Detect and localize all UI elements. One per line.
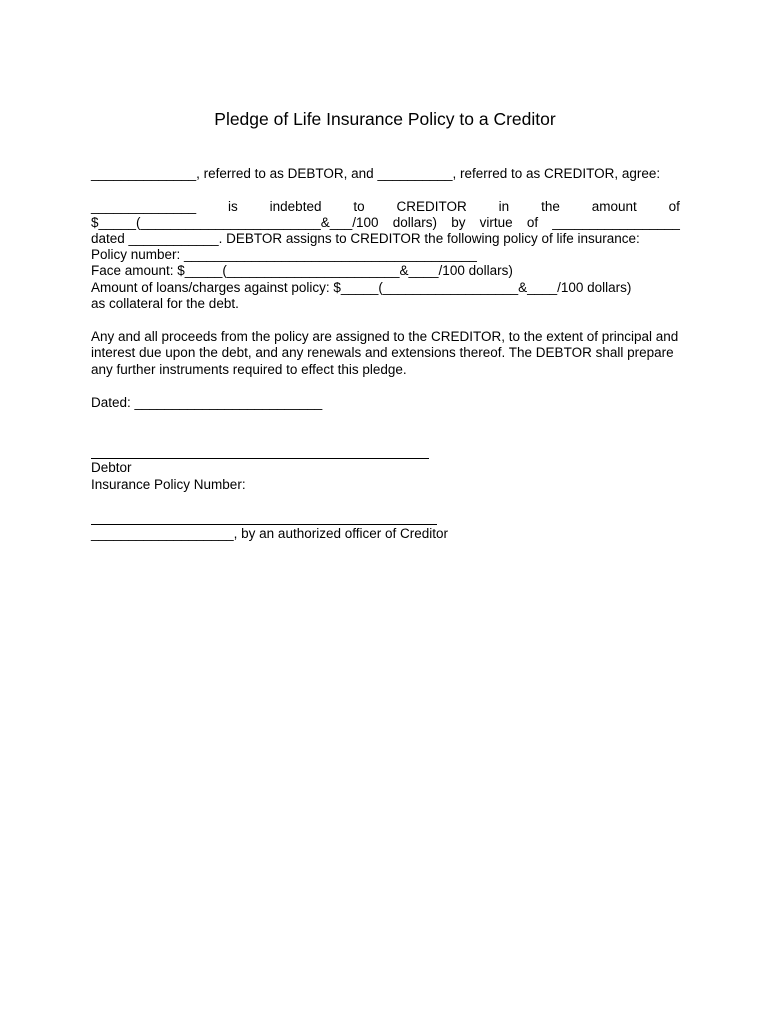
dated-signature-line: Dated: _________________________ — [91, 395, 323, 410]
insurance-policy-number-label: Insurance Policy Number: — [91, 477, 246, 492]
debt-word: _________________ — [552, 215, 680, 230]
loans-charges-line: Amount of loans/charges against policy: $_____(__________________&____/100 dollars) — [91, 280, 632, 295]
debtor-label: Debtor — [91, 460, 132, 475]
face-amount-line: Face amount: $_____(_______________________&____/100 dollars) — [91, 263, 513, 278]
collateral-line: as collateral for the debt. — [91, 296, 239, 311]
creditor-signature-rule — [91, 524, 437, 525]
debt-word: of — [526, 215, 539, 230]
debt-word: indebted — [269, 199, 322, 214]
intro-line: ______________, referred to as DEBTOR, and __________, referred to as CREDITOR, agree: — [91, 166, 661, 181]
proceeds-paragraph: Any and all proceeds from the policy are assigned to the CREDITOR, to the extent of principal and interest due upon the debt, and any renewals and extensions thereof. The DEBTOR shall prepare any further instruments required to effect this pledge. — [91, 329, 679, 377]
debt-word: virtue — [479, 215, 513, 230]
debt-word: the — [541, 199, 560, 214]
debtor-signature-rule — [91, 458, 429, 459]
policy-number-line: Policy number: _______________________________________ — [91, 247, 477, 262]
debt-word: ______________ — [91, 199, 197, 214]
debt-dollars-line — [91, 215, 680, 231]
debt-word: is — [228, 199, 238, 214]
debt-word: of — [668, 199, 680, 214]
document-title: Pledge of Life Insurance Policy to a Creditor — [214, 109, 556, 129]
debt-word: dollars) — [392, 215, 437, 230]
creditor-officer-line: ___________________, by an authorized officer of Creditor — [91, 526, 449, 541]
debt-word: CREDITOR — [396, 199, 467, 214]
debt-amount-line — [91, 199, 680, 215]
debt-word: to — [353, 199, 365, 214]
debt-word: $_____(________________________&___/100 — [91, 215, 379, 230]
dated-assignment-line: dated ____________. DEBTOR assigns to CREDITOR the following policy of life insurance: — [91, 231, 640, 246]
debt-word: in — [498, 199, 510, 214]
debt-word: by — [451, 215, 466, 230]
debt-word: amount — [591, 199, 637, 214]
